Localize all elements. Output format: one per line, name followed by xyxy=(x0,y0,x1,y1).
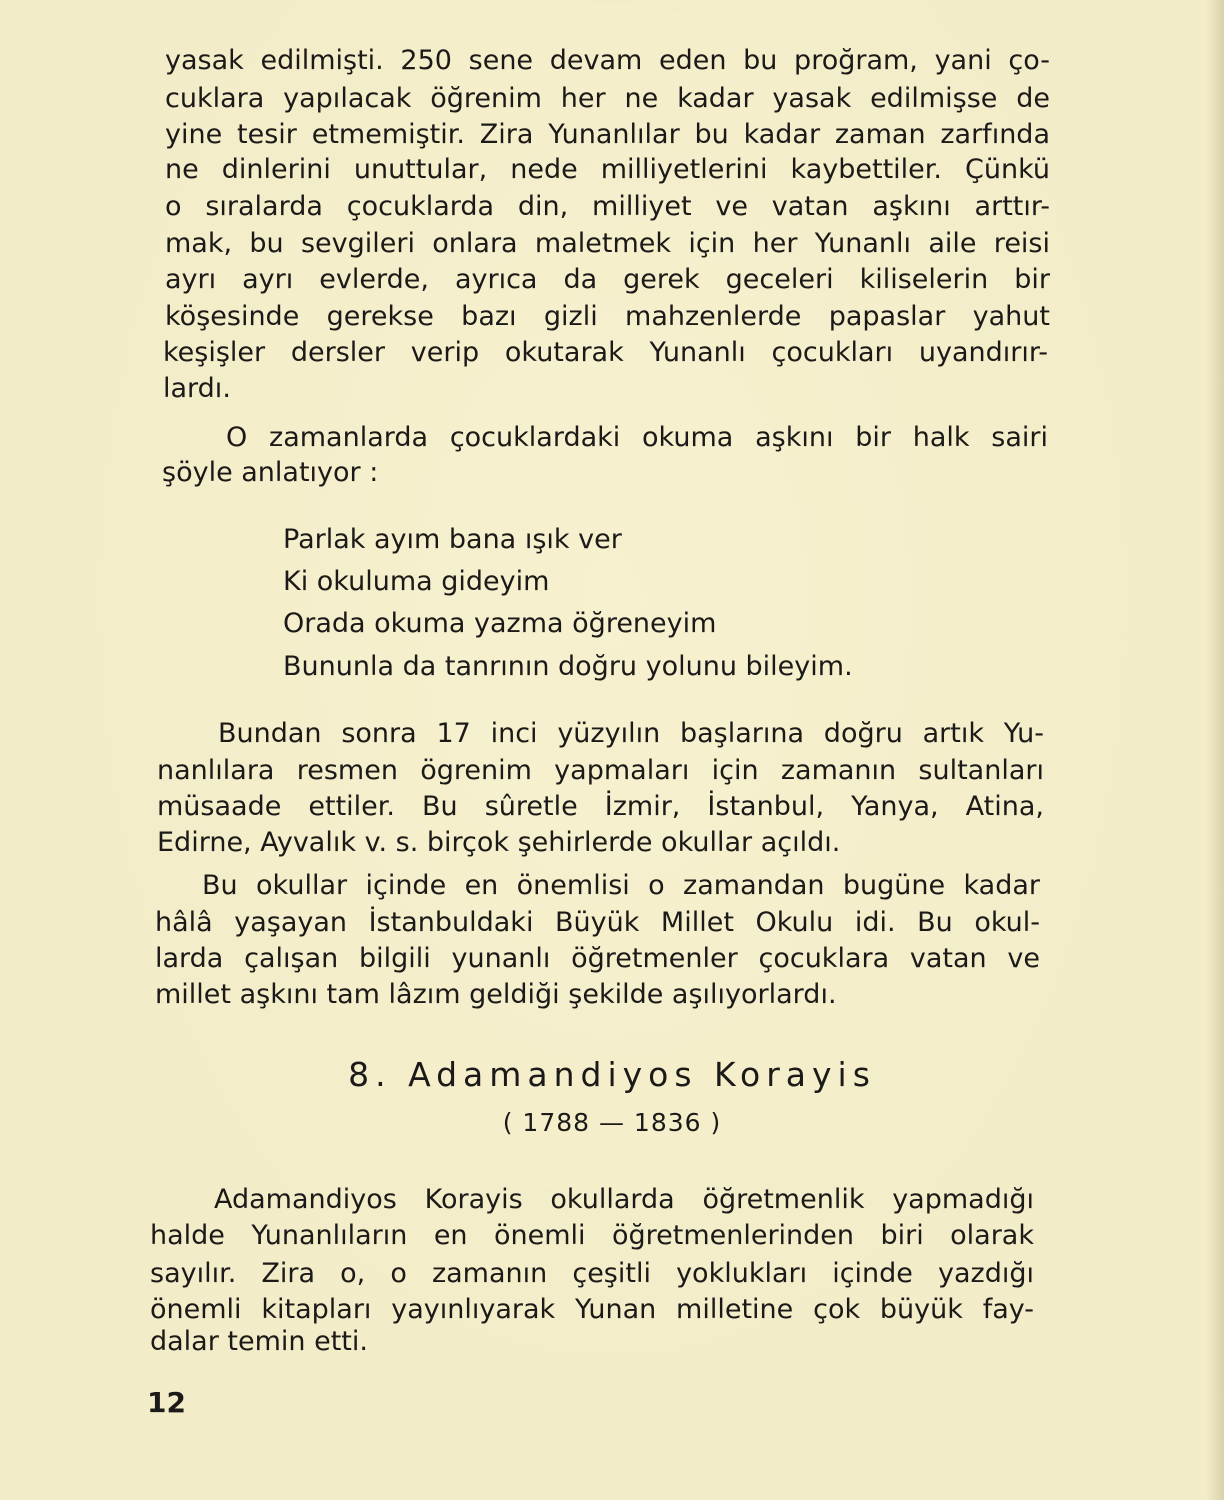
poem-line: Ki okuluma gideyim xyxy=(283,566,550,597)
poem-line: Orada okuma yazma öğreneyim xyxy=(283,608,717,639)
text-line: hâlâ yaşayan İstanbuldaki Büyük Millet Okulu idi. Bu okul- xyxy=(155,907,1040,938)
text-line: Edirne, Ayvalık v. s. birçok şehirlerde okullar açıldı. xyxy=(157,827,841,858)
text-line: o sıralarda çocuklarda din, milliyet ve vatan aşkını arttır- xyxy=(165,191,1050,222)
text-line: O zamanlarda çocuklardaki okuma aşkını bir halk sairi xyxy=(226,422,1048,453)
text-line: önemli kitapları yayınlıyarak Yunan milletine çok büyük fay- xyxy=(150,1294,1034,1325)
text-line: mak, bu sevgileri onlara maletmek için her Yunanlı aile reisi xyxy=(165,228,1050,259)
section-dates: ( 1788 — 1836 ) xyxy=(502,1108,722,1137)
poem-line: Parlak ayım bana ışık ver xyxy=(283,524,622,555)
text-line: cuklara yapılacak öğrenim her ne kadar yasak edilmişse de xyxy=(165,83,1050,114)
text-line: müsaade ettiler. Bu sûretle İzmir, İstanbul, Yanya, Atina, xyxy=(157,791,1044,822)
text-line: Bu okullar içinde en önemlisi o zamandan bugüne kadar xyxy=(202,870,1040,901)
text-line: yine tesir etmemiştir. Zira Yunanlılar bu kadar zaman zarfında xyxy=(165,119,1050,150)
text-line: yasak edilmişti. 250 sene devam eden bu proğram, yani ço- xyxy=(165,45,1050,76)
text-line: köşesinde gerekse bazı gizli mahzenlerde papaslar yahut xyxy=(165,301,1050,332)
text-line: keşişler dersler verip okutarak Yunanlı çocukları uyandırır- xyxy=(163,337,1048,368)
text-line: dalar temin etti. xyxy=(150,1326,368,1357)
text-line: larda çalışan bilgili yunanlı öğretmenler çocuklara vatan ve xyxy=(155,943,1040,974)
text-line: millet aşkını tam lâzım geldiği şekilde aşılıyorlardı. xyxy=(155,979,837,1010)
text-line: sayılır. Zira o, o zamanın çeşitli yoklukları içinde yazdığı xyxy=(150,1258,1034,1289)
page-number: 12 xyxy=(147,1386,186,1419)
text-line: nanlılara resmen ögrenim yapmaları için zamanın sultanları xyxy=(157,755,1044,786)
text-line: şöyle anlatıyor : xyxy=(162,457,379,488)
text-line: lardı. xyxy=(163,373,231,404)
text-line: halde Yunanlıların en önemli öğretmenlerinden biri olarak xyxy=(150,1220,1034,1251)
text-line: Bundan sonra 17 inci yüzyılın başlarına doğru artık Yu- xyxy=(218,718,1044,749)
page-edge-shadow xyxy=(1206,0,1224,1500)
text-line: ayrı ayrı evlerde, ayrıca da gerek geceleri kiliselerin bir xyxy=(165,264,1050,295)
text-line: Adamandiyos Korayis okullarda öğretmenlik yapmadığı xyxy=(214,1184,1034,1215)
text-line: ne dinlerini unuttular, nede milliyetlerini kaybettiler. Çünkü xyxy=(165,154,1050,185)
section-heading: 8. Adamandiyos Korayis xyxy=(348,1055,876,1094)
poem-line: Bununla da tanrının doğru yolunu bileyim. xyxy=(283,651,853,682)
